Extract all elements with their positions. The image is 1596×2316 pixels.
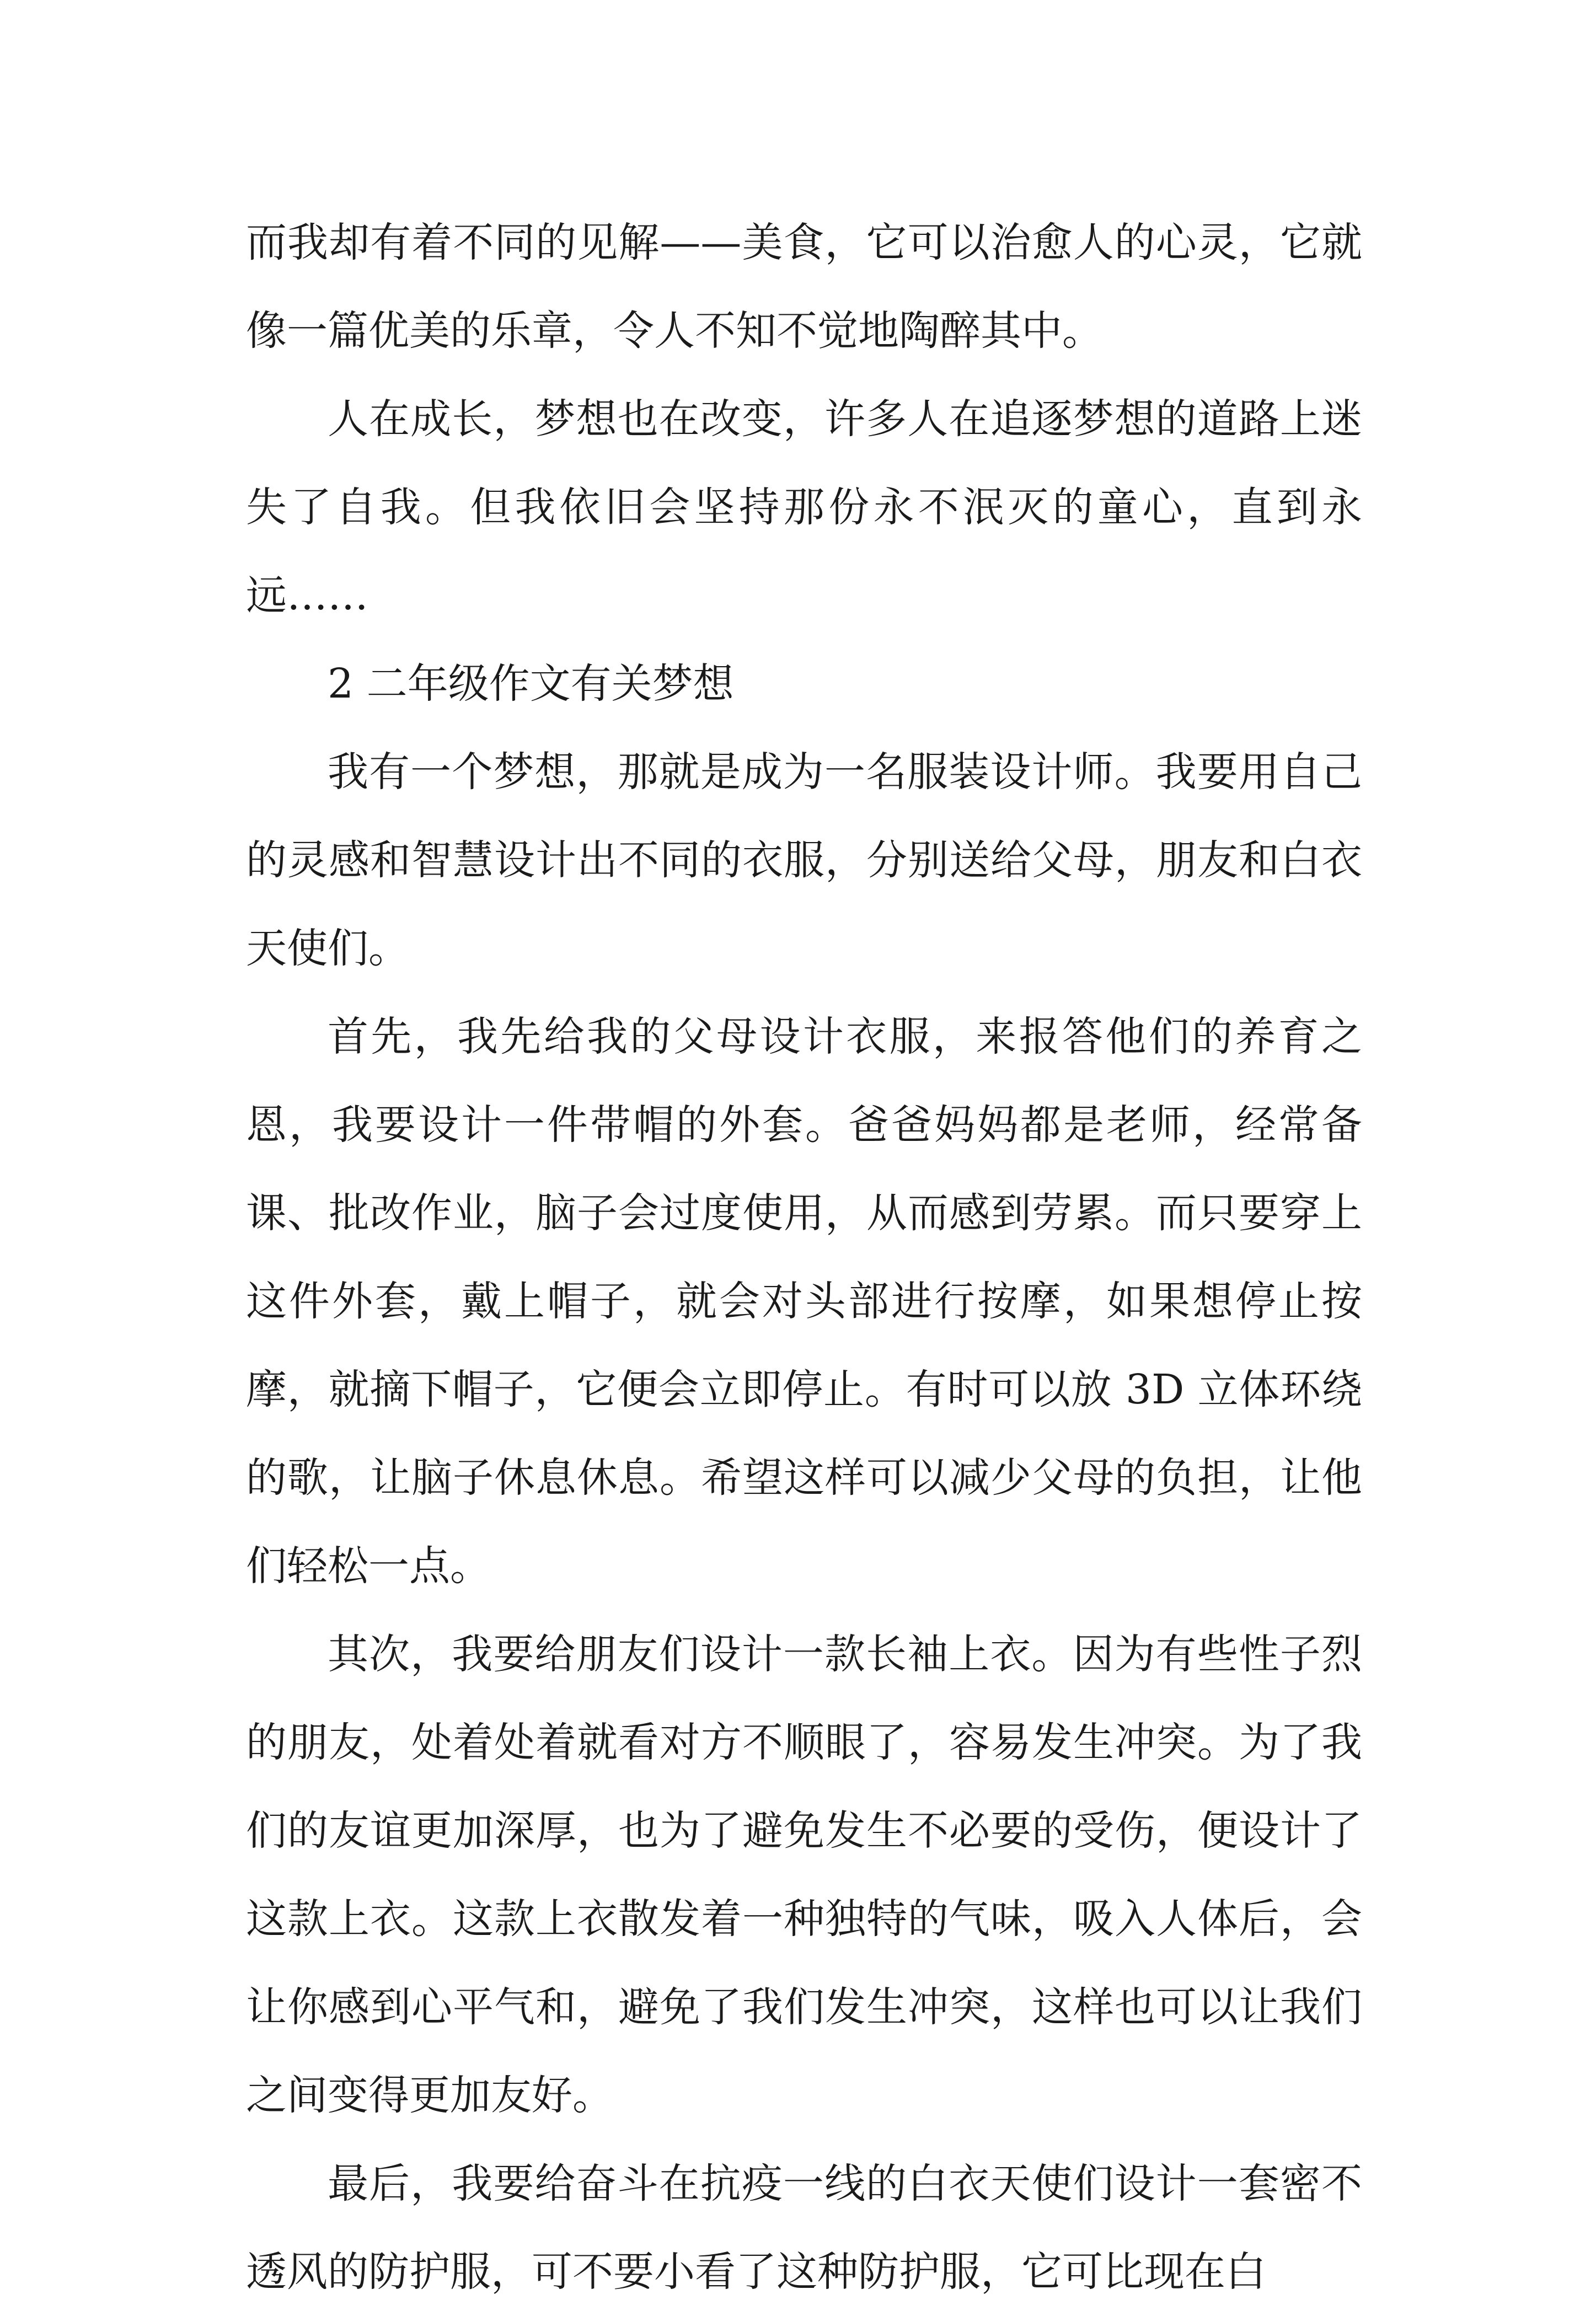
paragraph-growing-dreams: 人在成长，梦想也在改变，许多人在追逐梦想的道路上迷失了自我。但我依旧会坚持那份永不泯灭的童心，直到永远…… — [246, 395, 1362, 619]
paragraph-friends-design: 其次，我要给朋友们设计一款长袖上衣。因为有些性子烈的朋友，处着处着就看对方不顺眼了，容易发生冲突。为了我们的友谊更加深厚，也为了避免发生不必要的受伤，便设计了这款上衣。这款上衣散发着一种独特的气味，吸入人体后，会让你感到心平气和，避免了我们发生冲突，这样也可以让我们之间变得更加友好。 — [246, 1631, 1362, 2119]
paragraph-parents-design: 首先，我先给我的父母设计衣服，来报答他们的养育之恩，我要设计一件带帽的外套。爸爸妈妈都是老师，经常备课、批改作业，脑子会过度使用，从而感到劳累。而只要穿上这件外套，戴上帽子，就会对头部进行按摩，如果想停止按摩，就摘下帽子，它便会立即停止。有时可以放 3D 立体环绕的歌，让脑子休息休息。希望这样可以减少父母的负担，让他们轻松一点。 — [246, 1013, 1362, 1590]
document-body — [246, 199, 1362, 2316]
paragraph-medical-design: 最后，我要给奋斗在抗疫一线的白衣天使们设计一套密不透风的防护服，可不要小看了这种防护服，它可比现在白 — [246, 2160, 1362, 2296]
section-heading: 2 二年级作文有关梦想 — [328, 660, 734, 707]
paragraph-food-view: 而我却有着不同的见解——美食，它可以治愈人的心灵，它就像一篇优美的乐章，令人不知不觉地陶醉其中。 — [246, 219, 1362, 355]
paragraph-dream-intro: 我有一个梦想，那就是成为一名服装设计师。我要用自己的灵感和智慧设计出不同的衣服，分别送给父母，朋友和白衣天使们。 — [246, 748, 1362, 972]
